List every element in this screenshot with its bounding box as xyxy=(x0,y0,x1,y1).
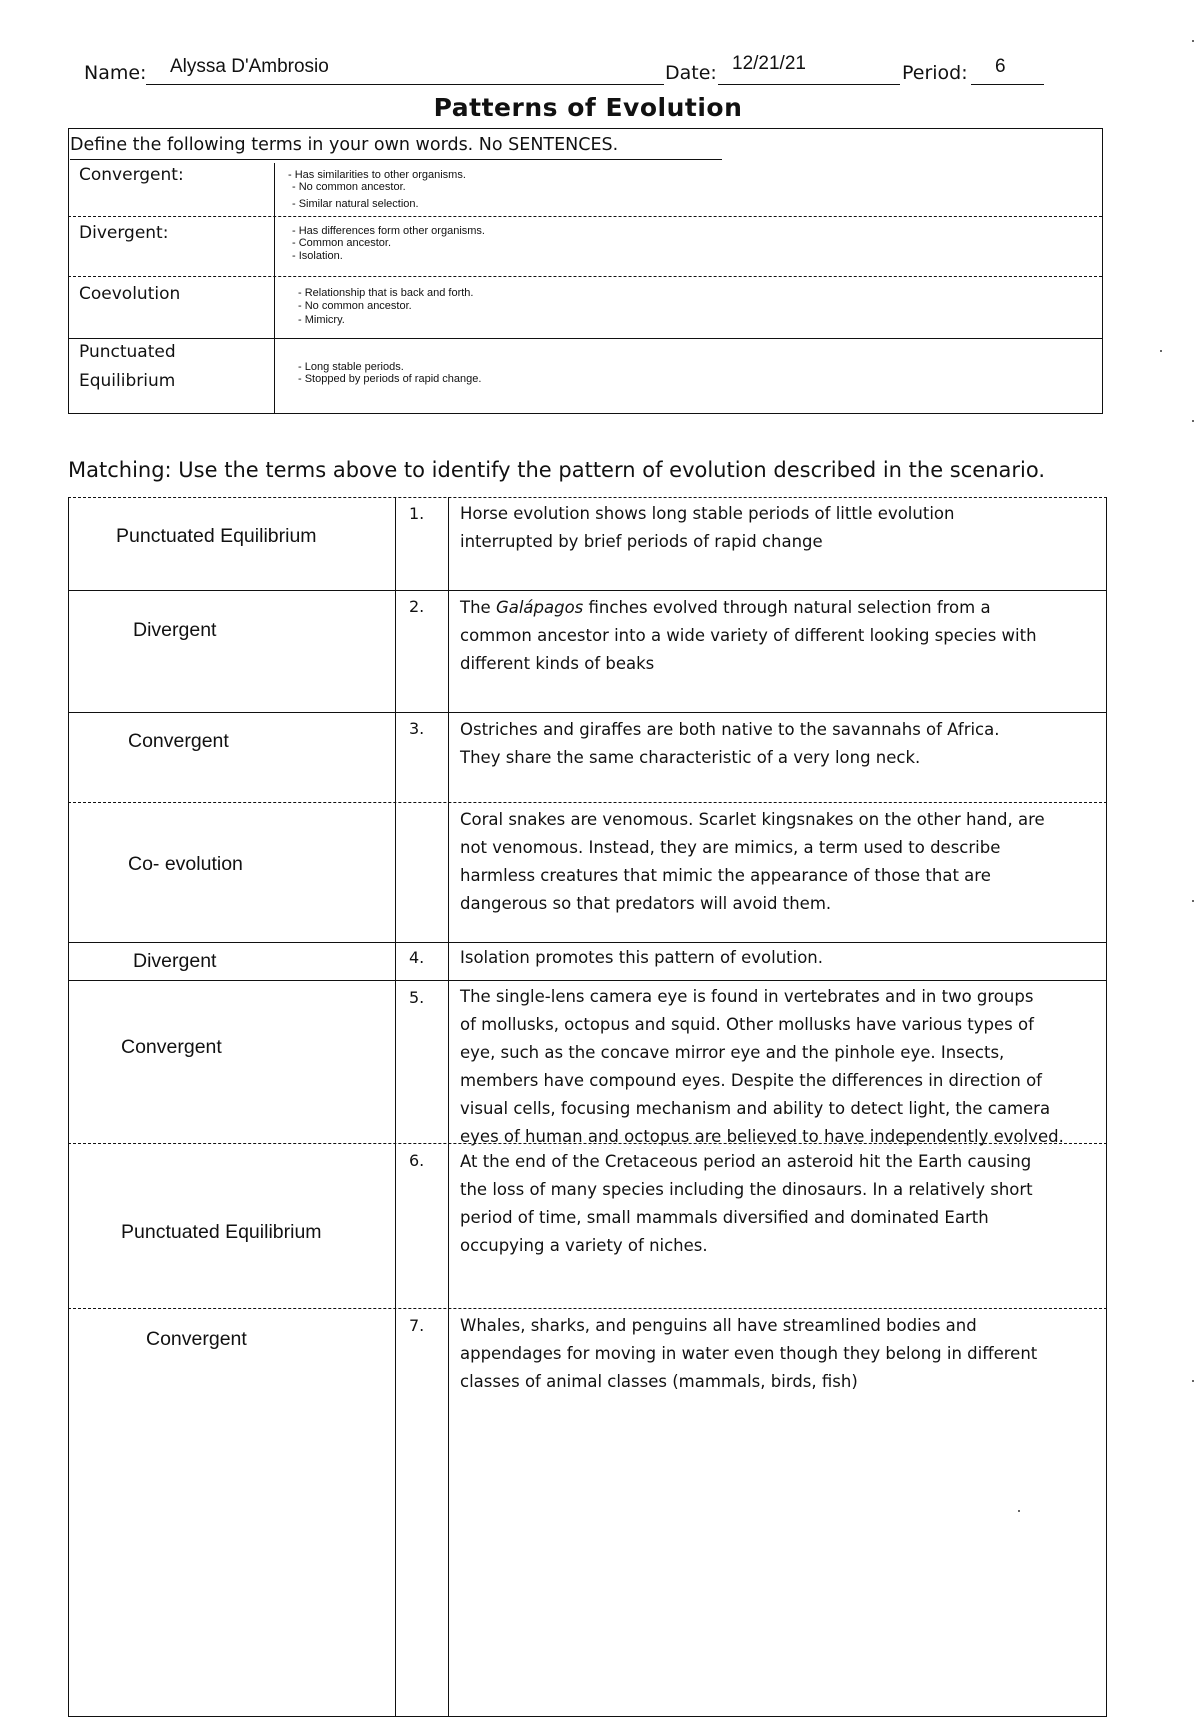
answer-coevolution[interactable]: Co- evolution xyxy=(128,853,243,875)
item-number: 2. xyxy=(409,597,425,616)
scenario-text xyxy=(460,716,1100,772)
answer-6[interactable]: Punctuated Equilibrium xyxy=(121,1221,322,1243)
scenario-line: visual cells, focusing mechanism and ability to detect light, the camera xyxy=(460,1099,1051,1118)
date-label: Date: xyxy=(665,62,717,84)
scenario-text xyxy=(460,594,1100,678)
matching-instruction: Matching: Use the terms above to identify the pattern of evolution described in the scenario. xyxy=(68,458,1046,482)
def-top-border xyxy=(68,128,1102,129)
scan-speck xyxy=(1192,1380,1194,1382)
scenario-line: Whales, sharks, and penguins all have streamlined bodies and xyxy=(460,1316,977,1335)
name-value[interactable]: Alyssa D'Ambrosio xyxy=(170,56,329,77)
match-col-divider xyxy=(448,497,449,1717)
scenario-line: members have compound eyes. Despite the differences in direction of xyxy=(460,1071,1042,1090)
name-label: Name: xyxy=(84,62,147,84)
date-underline xyxy=(718,84,900,85)
scenario-line: Isolation promotes this pattern of evolution. xyxy=(460,948,823,967)
instruction-underline xyxy=(70,159,722,160)
scenario-text xyxy=(460,944,1100,972)
term-divergent: Divergent: xyxy=(79,223,169,243)
scenario-line: They share the same characteristic of a very long neck. xyxy=(460,748,921,767)
definition-line: - Relationship that is back and forth. xyxy=(298,287,474,299)
period-label: Period: xyxy=(902,62,968,84)
match-col-divider xyxy=(395,497,396,1717)
item-number: 4. xyxy=(409,948,425,967)
scenario-line: the loss of many species including the dinosaurs. In a relatively short xyxy=(460,1180,1033,1199)
scenario-line: different kinds of beaks xyxy=(460,654,655,673)
scenario-line xyxy=(460,594,1100,622)
def-bottom-border xyxy=(68,413,1103,414)
def-right-border xyxy=(1102,128,1103,414)
def-row-line xyxy=(68,276,1102,277)
period-value[interactable]: 6 xyxy=(995,56,1006,77)
answer-3[interactable]: Convergent xyxy=(128,730,229,752)
term-convergent: Convergent: xyxy=(79,165,184,185)
def-row-line xyxy=(68,216,1102,217)
definition-line: - No common ancestor. xyxy=(298,300,412,312)
term-line: Punctuated xyxy=(79,342,176,362)
match-top-border xyxy=(68,497,1107,498)
term-punctuated-equilibrium xyxy=(79,338,176,396)
scenario-line: common ancestor into a wide variety of different looking species with xyxy=(460,626,1037,645)
definition-line: - Isolation. xyxy=(292,250,343,262)
scenario-segment: finches evolved through natural selection from a xyxy=(583,598,991,617)
scenario-text xyxy=(460,983,1100,1151)
scenario-segment: The xyxy=(460,598,496,617)
scan-speck xyxy=(1192,40,1194,42)
scenario-italic: Galápagos xyxy=(495,598,584,617)
scenario-line: Ostriches and giraffes are both native to the savannahs of Africa. xyxy=(460,720,1000,739)
match-right-border xyxy=(1106,497,1107,1717)
def-left-border xyxy=(68,128,69,414)
scan-speck xyxy=(1160,350,1162,352)
scenario-line: harmless creatures that mimic the appearance of those that are xyxy=(460,866,991,885)
definition-line: - No common ancestor. xyxy=(292,181,406,193)
term-coevolution: Coevolution xyxy=(79,284,181,304)
match-row-line xyxy=(68,942,1107,943)
item-number: 5. xyxy=(409,988,425,1007)
answer-4[interactable]: Divergent xyxy=(133,950,217,972)
match-row-line xyxy=(68,590,1107,591)
term-line: Equilibrium xyxy=(79,371,176,391)
answer-1[interactable]: Punctuated Equilibrium xyxy=(116,525,317,547)
name-underline xyxy=(146,84,664,85)
scenario-line: period of time, small mammals diversified and dominated Earth xyxy=(460,1208,989,1227)
page-title: Patterns of Evolution xyxy=(433,93,743,122)
scenario-line: classes of animal classes (mammals, birds, fish) xyxy=(460,1372,858,1391)
definition-line: - Long stable periods. xyxy=(298,361,404,373)
scan-speck xyxy=(1192,420,1194,422)
scenario-line: of mollusks, octopus and squid. Other mollusks have various types of xyxy=(460,1015,1034,1034)
scenario-line: The single-lens camera eye is found in vertebrates and in two groups xyxy=(460,987,1034,1006)
item-number: 3. xyxy=(409,719,425,738)
period-underline xyxy=(971,84,1044,85)
answer-5[interactable]: Convergent xyxy=(121,1036,222,1058)
match-row-line xyxy=(68,712,1107,713)
scan-speck xyxy=(1192,900,1194,902)
scenario-line: Coral snakes are venomous. Scarlet kingsnakes on the other hand, are xyxy=(460,810,1045,829)
match-row-line xyxy=(68,802,1107,803)
def-column-divider xyxy=(274,163,275,414)
scenario-line: eye, such as the concave mirror eye and the pinhole eye. Insects, xyxy=(460,1043,1005,1062)
scan-speck xyxy=(1018,1510,1020,1512)
definition-line: - Stopped by periods of rapid change. xyxy=(298,373,482,385)
scenario-line: appendages for moving in water even though they belong in different xyxy=(460,1344,1038,1363)
item-number: 7. xyxy=(409,1316,425,1335)
scenario-line: not venomous. Instead, they are mimics, a term used to describe xyxy=(460,838,1001,857)
scenario-line: dangerous so that predators will avoid them. xyxy=(460,894,832,913)
item-number: 6. xyxy=(409,1151,425,1170)
definition-line: - Has differences form other organisms. xyxy=(292,225,485,237)
scenario-line: interrupted by brief periods of rapid change xyxy=(460,532,823,551)
date-value[interactable]: 12/21/21 xyxy=(732,53,806,74)
scenario-text xyxy=(460,500,1100,556)
definition-line: - Mimicry. xyxy=(298,314,345,326)
answer-7[interactable]: Convergent xyxy=(146,1328,247,1350)
match-row-line xyxy=(68,1308,1107,1309)
definitions-instruction: Define the following terms in your own words. No SENTENCES. xyxy=(70,135,619,155)
scenario-text xyxy=(460,1148,1100,1260)
scenario-line: Horse evolution shows long stable periods of little evolution xyxy=(460,504,955,523)
item-number: 1. xyxy=(409,504,425,523)
def-row-line xyxy=(68,338,1102,339)
definition-line: - Similar natural selection. xyxy=(292,198,419,210)
definition-line: - Has similarities to other organisms. xyxy=(288,169,466,181)
scenario-line: At the end of the Cretaceous period an asteroid hit the Earth causing xyxy=(460,1152,1032,1171)
answer-2[interactable]: Divergent xyxy=(133,619,217,641)
scenario-line: occupying a variety of niches. xyxy=(460,1236,708,1255)
scenario-text xyxy=(460,806,1100,918)
scenario-text xyxy=(460,1312,1100,1396)
definition-line: - Common ancestor. xyxy=(292,237,392,249)
scenario-line: eyes of human and octopus are believed to have independently evolved. xyxy=(460,1127,1064,1146)
match-left-border xyxy=(68,497,69,1717)
match-row-line xyxy=(68,980,1107,981)
